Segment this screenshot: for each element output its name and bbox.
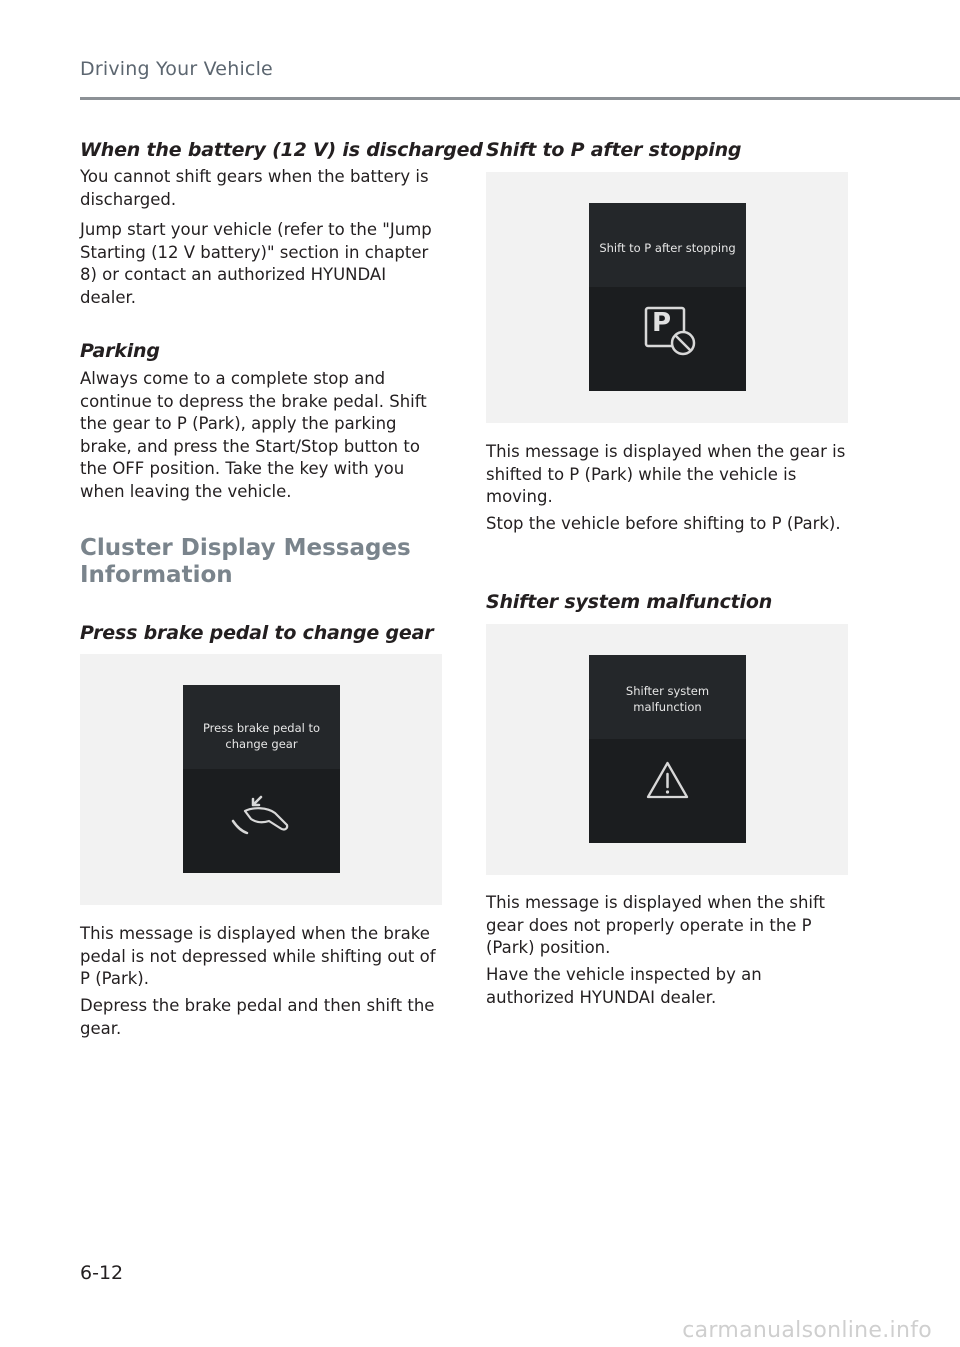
- shiftp-figure: [486, 172, 848, 423]
- shiftp-paragraph-2: Stop the vehicle before shifting to P (Park).: [486, 514, 841, 533]
- warning-triangle-icon: [589, 759, 746, 809]
- malf-figure: [486, 624, 848, 875]
- shiftp-screen-message: Shift to P after stopping: [599, 241, 736, 255]
- page-number: 6-12: [80, 1262, 124, 1284]
- malf-paragraph-2: Have the vehicle inspected by an authorized HYUNDAI dealer.: [486, 965, 762, 1007]
- brake-screen-message: Press brake pedal to change gear: [202, 721, 321, 751]
- park-letter: P: [652, 308, 672, 338]
- shiftp-heading: Shift to P after stopping: [486, 139, 742, 161]
- brake-paragraph-1: This message is displayed when the brake pedal is not depressed while shifting out of P (Park).: [80, 924, 436, 988]
- malf-heading: Shifter system malfunction: [486, 591, 773, 613]
- malf-cluster-screen: [589, 655, 746, 843]
- brake-cluster-screen: [183, 685, 340, 873]
- malf-paragraph-1: This message is displayed when the shift gear does not properly operate in the P (Park) position.: [486, 893, 825, 957]
- shiftp-paragraph-1: This message is displayed when the gear is shifted to P (Park) while the vehicle is moving.: [486, 442, 846, 506]
- battery-paragraph-1: You cannot shift gears when the battery is discharged.: [80, 167, 429, 209]
- parking-paragraph: Always come to a complete stop and continue to depress the brake pedal. Shift the gear to P (Park), apply the parking brake, and press the Start/Stop button to the OFF position. Take the key with you when leaving the vehicle.: [80, 369, 427, 501]
- malf-screen-message: Shifter system malfunction: [625, 684, 710, 714]
- brake-paragraph-2: Depress the brake pedal and then shift the gear.: [80, 996, 435, 1038]
- brake-pedal-foot-icon: [183, 793, 340, 843]
- section-title: Cluster Display Messages Information: [80, 535, 411, 588]
- running-header: Driving Your Vehicle: [80, 58, 273, 80]
- battery-paragraph-2: Jump start your vehicle (refer to the "Jump Starting (12 V battery)" section in chapter 8) or contact an authorized HYUNDAI dealer.: [80, 220, 432, 307]
- brake-figure: [80, 654, 442, 905]
- brake-heading: Press brake pedal to change gear: [80, 622, 434, 644]
- parking-heading: Parking: [80, 340, 160, 362]
- shiftp-cluster-screen: [589, 203, 746, 391]
- watermark: carmanualsonline.info: [682, 1318, 932, 1343]
- header-rule: [80, 97, 960, 100]
- battery-heading: When the battery (12 V) is discharged: [80, 139, 483, 161]
